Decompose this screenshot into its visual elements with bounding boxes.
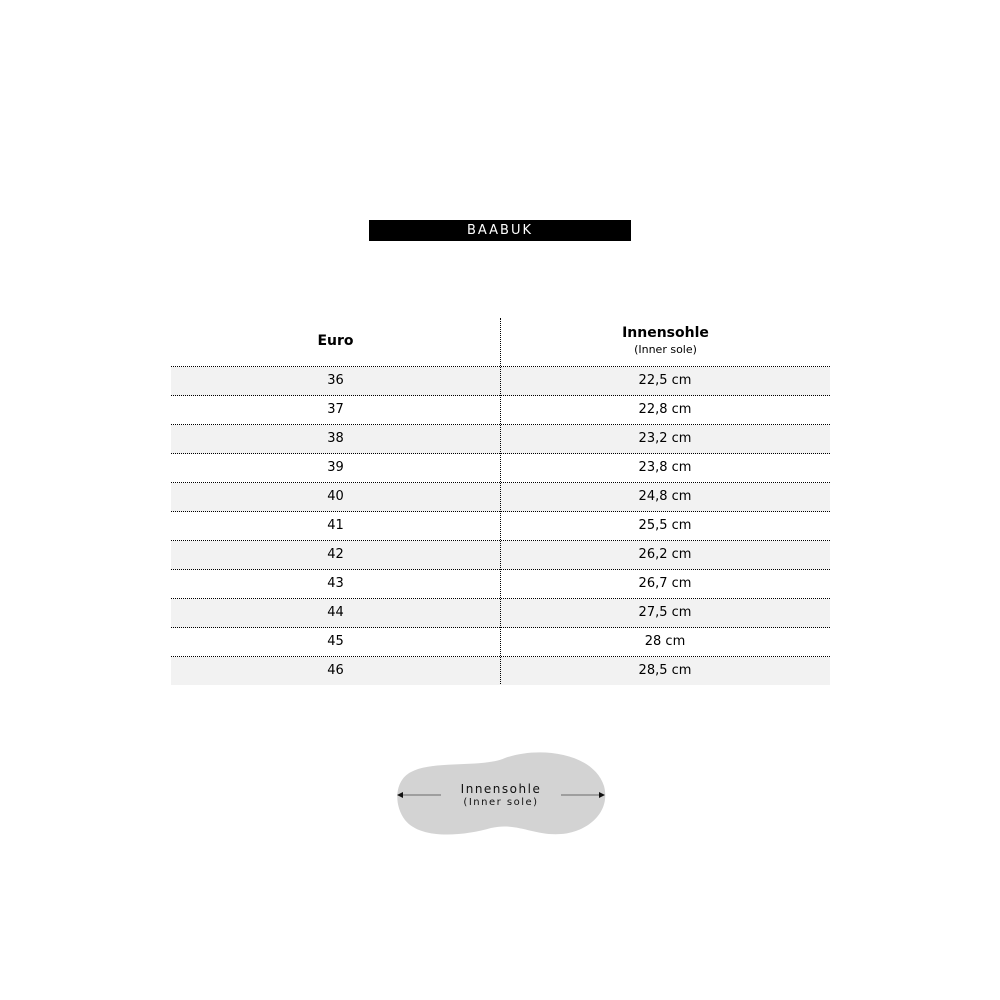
euro-size-cell: 40 xyxy=(327,489,344,504)
inner-sole-length-cell: 28 cm xyxy=(644,634,686,649)
euro-size-cell: 43 xyxy=(327,576,344,591)
euro-size-cell: 36 xyxy=(327,373,344,388)
inner-sole-length-cell: 23,8 cm xyxy=(638,460,692,475)
euro-size-cell: 42 xyxy=(327,547,344,562)
inner-sole-length-cell: 22,8 cm xyxy=(638,402,692,417)
euro-size-cell: 45 xyxy=(327,634,344,649)
euro-size-cell: 39 xyxy=(327,460,344,475)
inner-sole-diagram xyxy=(393,750,609,840)
euro-size-cell: 37 xyxy=(327,402,344,417)
header-inner-sole xyxy=(501,324,830,358)
size-table xyxy=(171,318,830,685)
inner-sole-length-cell: 26,7 cm xyxy=(638,576,692,591)
brand-name: BAABUK xyxy=(466,223,534,238)
inner-sole-length-cell: 26,2 cm xyxy=(638,547,692,562)
header-euro: Euro xyxy=(317,333,354,349)
inner-sole-length-cell: 23,2 cm xyxy=(638,431,692,446)
euro-size-cell: 44 xyxy=(327,605,344,620)
inner-sole-length-cell: 22,5 cm xyxy=(638,373,692,388)
sole-label: Innensohle xyxy=(460,782,542,796)
column-divider xyxy=(500,318,501,684)
sole-sublabel: (Inner sole) xyxy=(463,797,539,808)
inner-sole-length-cell: 28,5 cm xyxy=(638,663,692,678)
brand-banner xyxy=(369,220,631,241)
inner-sole-length-cell: 27,5 cm xyxy=(638,605,692,620)
inner-sole-length-cell: 25,5 cm xyxy=(638,518,692,533)
euro-size-cell: 46 xyxy=(327,663,344,678)
header-inner-sole-subtitle: (Inner sole) xyxy=(634,343,697,356)
inner-sole-length-cell: 24,8 cm xyxy=(638,489,692,504)
euro-size-cell: 38 xyxy=(327,431,344,446)
header-inner-sole-title: Innensohle xyxy=(622,325,709,341)
table-header xyxy=(171,318,830,367)
euro-size-cell: 41 xyxy=(327,518,344,533)
